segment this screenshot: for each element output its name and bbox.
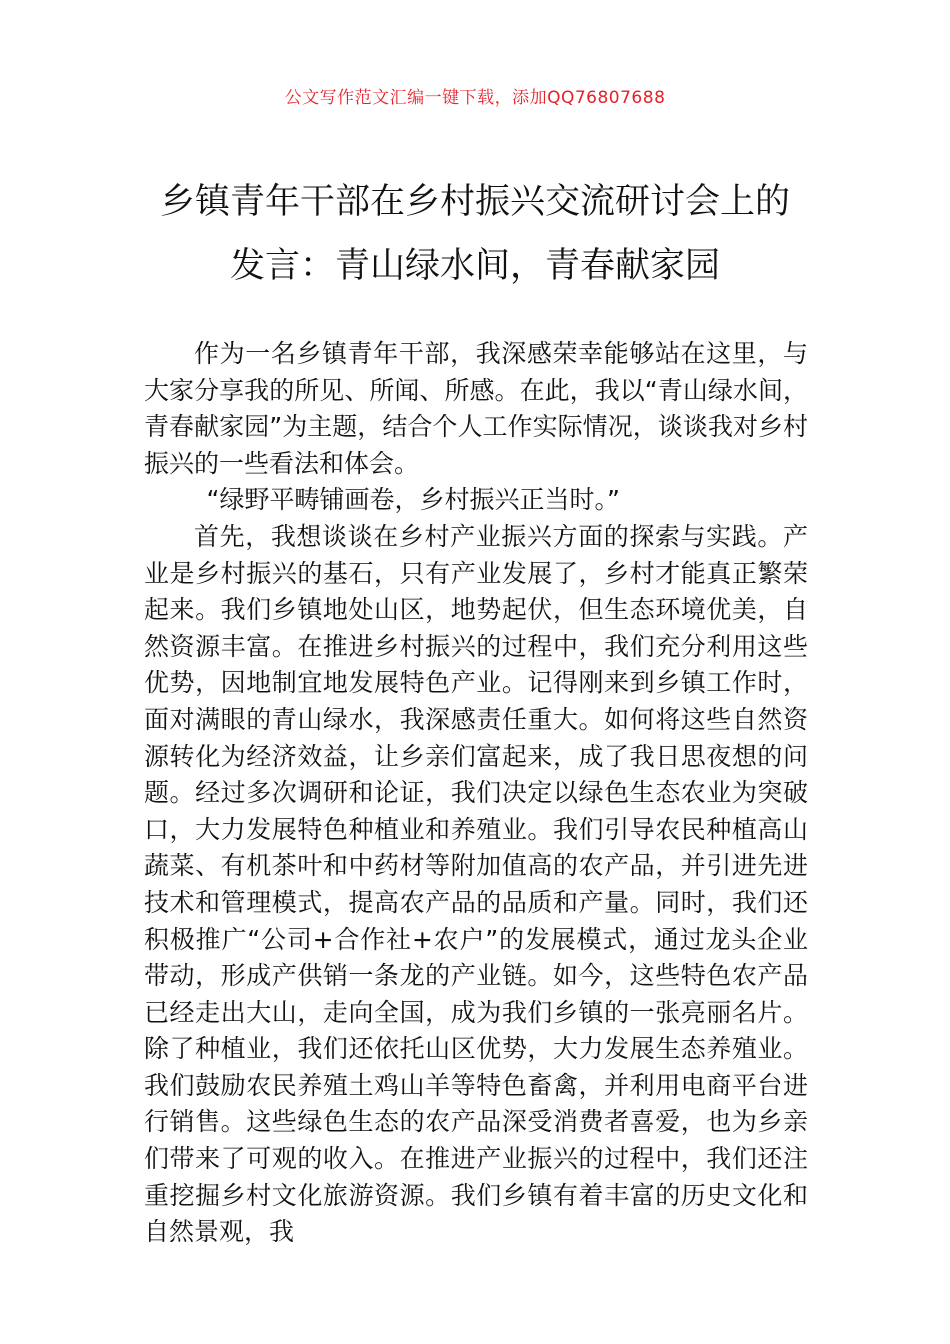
document-title: [120, 170, 830, 298]
paragraph-intro: 作为一名乡镇青年干部，我深感荣幸能够站在这里，与大家分享我的所见、所闻、所感。在此，我以“青山绿水间，青春献家园”为主题，结合个人工作实际情况，谈谈我对乡村振兴的一些看法和体会。: [144, 339, 808, 478]
title-line-1: 乡镇青年干部在乡村振兴交流研讨会上的: [159, 182, 790, 222]
document-body: [144, 336, 808, 1251]
title-line-2: 发言：青山绿水间，青春献家园: [229, 246, 720, 286]
download-notice: 公文写作范文汇编一键下载，添加QQ76807688: [284, 88, 666, 108]
paragraph-industry: 首先，我想谈谈在乡村产业振兴方面的探索与实践。产业是乡村振兴的基石，只有产业发展了，乡村才能真正繁荣起来。我们乡镇地处山区，地势起伏，但生态环境优美，自然资源丰富。在推进乡村振兴的过程中，我们充分利用这些优势，因地制宜地发展特色产业。记得刚来到乡镇工作时，面对满眼的青山绿水，我深感责任重大。如何将这些自然资源转化为经济效益，让乡亲们富起来，成了我日思夜想的问题。经过多次调研和论证，我们决定以绿色生态农业为突破口，大力发展特色种植业和养殖业。我们引导农民种植高山蔬菜、有机茶叶和中药材等附加值高的农产品，并引进先进技术和管理模式，提高农产品的品质和产量。同时，我们还积极推广“公司+合作社+农户”的发展模式，通过龙头企业带动，形成产供销一条龙的产业链。如今，这些特色农产品已经走出大山，走向全国，成为我们乡镇的一张亮丽名片。除了种植业，我们还依托山区优势，大力发展生态养殖业。我们鼓励农民养殖土鸡山羊等特色畜禽，并利用电商平台进行销售。这些绿色生态的农产品深受消费者喜爱，也为乡亲们带来了可观的收入。在推进产业振兴的过程中，我们还注重挖掘乡村文化旅游资源。我们乡镇有着丰富的历史文化和自然景观，我: [144, 521, 808, 1247]
paragraph-quote: “绿野平畴铺画卷，乡村振兴正当时。”: [206, 485, 620, 515]
